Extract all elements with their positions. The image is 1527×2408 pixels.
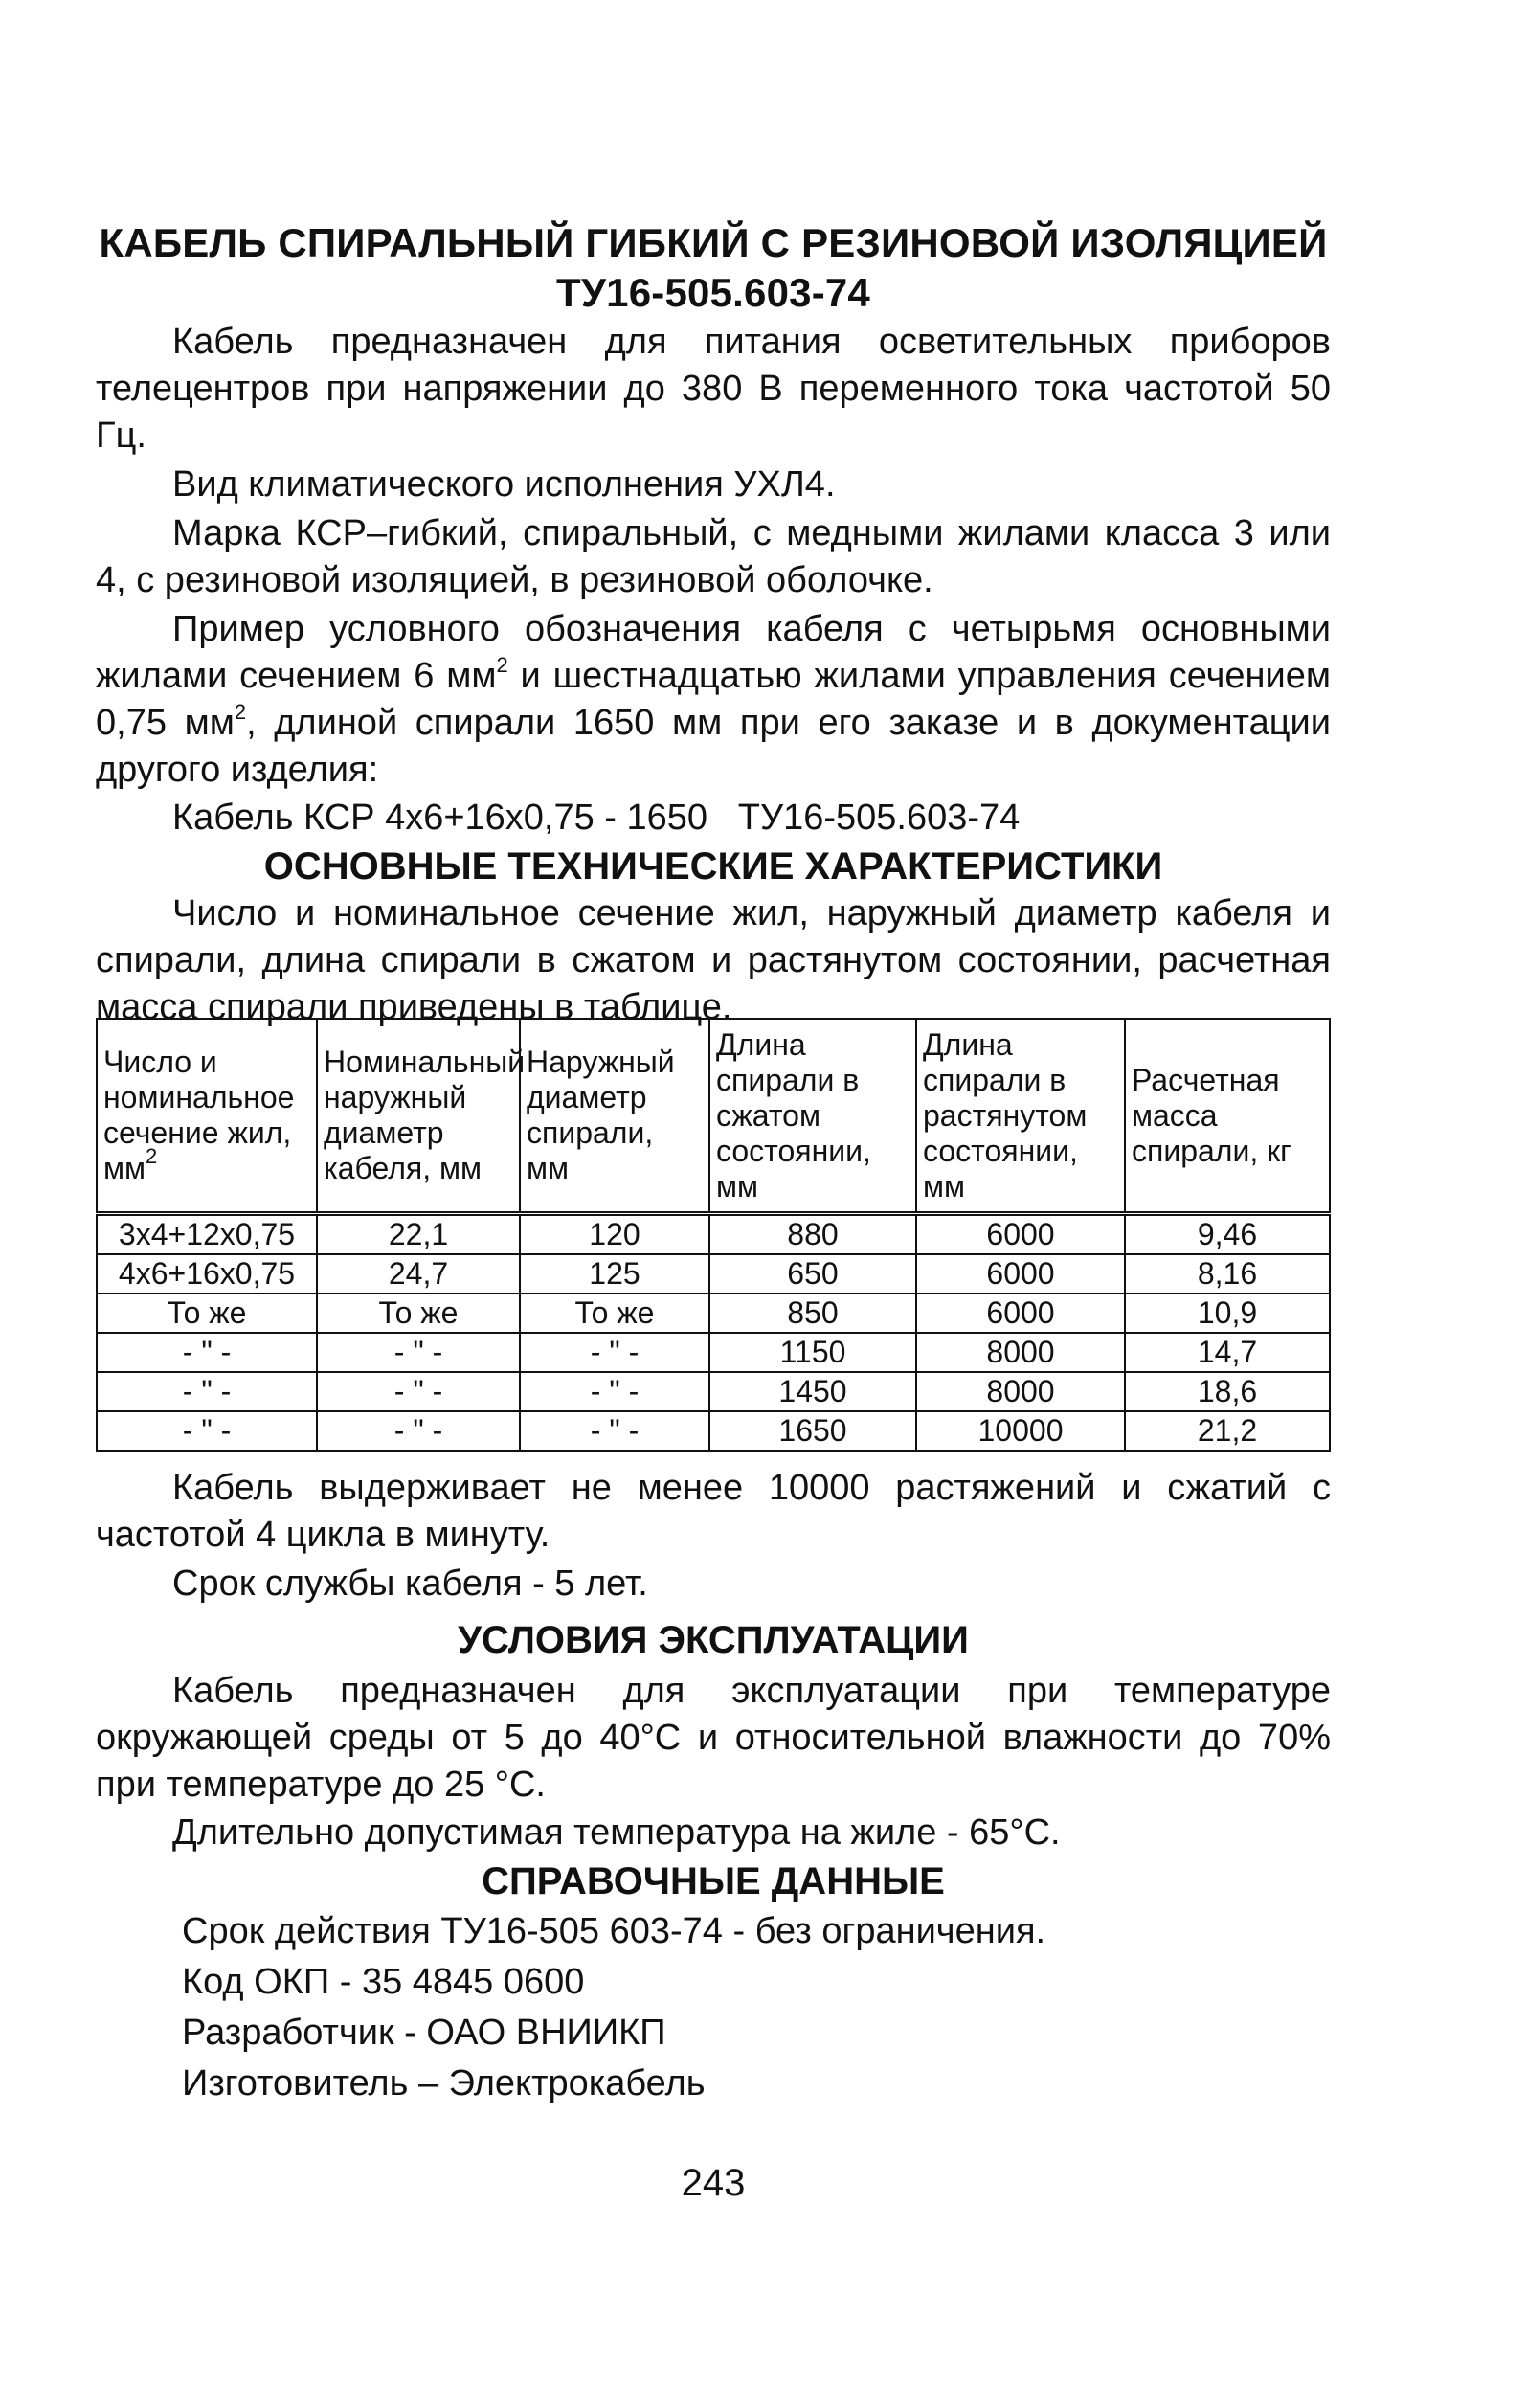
table-cell: - " - — [97, 1333, 317, 1372]
table-cell: То же — [317, 1294, 520, 1333]
table-cell: То же — [520, 1294, 709, 1333]
table-cell: 14,7 — [1125, 1333, 1330, 1372]
intro-paragraph-brand: Марка КСР–гибкий, спиральный, с медными жилами класса 3 или 4, с резиновой изоляцией, в резиновой оболочке. — [96, 513, 1331, 600]
reference-line-okp-code: Код ОКП - 35 4845 0600 — [182, 1962, 585, 2002]
table-header-cell: Расчетная масса спирали, кг — [1125, 1019, 1330, 1214]
example-designation: Кабель КСР 4х6+16х0,75 - 1650 ТУ16-505.603-74 — [172, 798, 1021, 838]
tech-paragraph: Число и номинальное сечение жил, наружный диаметр кабеля и спирали, длина спирали в сжатом и растянутом состоянии, расчетная масса спирали приведены в таблице. — [96, 893, 1331, 1027]
superscript-2: 2 — [496, 653, 508, 677]
document-subtitle-tu: ТУ16-505.603-74 — [555, 270, 870, 315]
table-row — [97, 1333, 1330, 1372]
usage-paragraph-temperature: Длительно допустимая температура на жиле - 65°С. — [172, 1812, 1061, 1853]
document-title: КАБЕЛЬ СПИРАЛЬНЫЙ ГИБКИЙ С РЕЗИНОВОЙ ИЗОЛЯЦИЕЙ — [99, 220, 1328, 265]
table-header-cell: Длина спирали в растянутом состоянии, мм — [916, 1019, 1125, 1214]
reference-line-manufacturer: Изготовитель – Электрокабель — [182, 2063, 706, 2104]
section-heading-reference: СПРАВОЧНЫЕ ДАННЫЕ — [482, 1860, 945, 1902]
reference-line-developer: Разработчик - ОАО ВНИИКП — [182, 2013, 666, 2053]
table-cell: 21,2 — [1125, 1411, 1330, 1451]
table-row — [97, 1411, 1330, 1451]
table-header-cell: Наружный диаметр спирали, мм — [520, 1019, 709, 1214]
table-cell: 10000 — [916, 1411, 1125, 1451]
page-number: 243 — [681, 2162, 746, 2204]
table-row — [97, 1294, 1330, 1333]
table-cell: 1150 — [709, 1333, 916, 1372]
table-cell: 850 — [709, 1294, 916, 1333]
service-life-paragraph: Срок службы кабеля - 5 лет. — [172, 1564, 648, 1604]
example-text-part2: и шестнадцатью жилами управления сечением 0,75 мм — [96, 656, 1331, 743]
reference-line-validity: Срок действия ТУ16-505 603-74 - без ограничения. — [182, 1911, 1046, 1951]
table-cell: 6000 — [916, 1254, 1125, 1294]
table-cell: 24,7 — [317, 1254, 520, 1294]
table-cell: - " - — [520, 1372, 709, 1411]
table-cell: 650 — [709, 1254, 916, 1294]
table-header-cell: Число и номинальное сечение жил, $мм^2$ — [97, 1019, 317, 1214]
table-cell: 3х4+12х0,75 — [97, 1214, 317, 1255]
table-cell: 8000 — [916, 1372, 1125, 1411]
table-cell: 6000 — [916, 1214, 1125, 1255]
table-cell: 120 — [520, 1214, 709, 1255]
table-cell: - " - — [520, 1411, 709, 1451]
table-cell: 4х6+16х0,75 — [97, 1254, 317, 1294]
example-text-part1: Пример условного обозначения кабеля с четырьмя основными жилами сечением 6 мм — [96, 609, 1331, 696]
table-cell: 22,1 — [317, 1214, 520, 1255]
table-row — [97, 1214, 1330, 1255]
table-row — [97, 1372, 1330, 1411]
example-text-part3: , длиной спирали 1650 мм при его заказе и в документации другого изделия: — [96, 703, 1331, 790]
table-cell: 8,16 — [1125, 1254, 1330, 1294]
table-cell: То же — [97, 1294, 317, 1333]
table-cell: 880 — [709, 1214, 916, 1255]
intro-paragraph-climate: Вид климатического исполнения УХЛ4. — [172, 464, 836, 505]
endurance-paragraph: Кабель выдерживает не менее 10000 растяжений и сжатий с частотой 4 цикла в минуту. — [96, 1468, 1331, 1555]
table-cell: 1650 — [709, 1411, 916, 1451]
table-cell: - " - — [317, 1372, 520, 1411]
table-header-cell: Длина спирали в сжатом состоянии, мм — [709, 1019, 916, 1214]
table-cell: - " - — [317, 1333, 520, 1372]
spec-table — [96, 1018, 1331, 1452]
superscript-2: 2 — [234, 700, 247, 724]
table-cell: 10,9 — [1125, 1294, 1330, 1333]
intro-paragraph-purpose: Кабель предназначен для питания осветительных приборов телецентров при напряжении до 380 В переменного тока частотой 50 Гц. — [96, 322, 1331, 456]
table-cell: 1450 — [709, 1372, 916, 1411]
section-heading-usage: УСЛОВИЯ ЭКСПЛУАТАЦИИ — [458, 1619, 969, 1661]
table-cell: 18,6 — [1125, 1372, 1330, 1411]
table-row — [97, 1254, 1330, 1294]
usage-paragraph-conditions: Кабель предназначен для эксплуатации при температуре окружающей среды от 5 до 40°С и относительной влажности до 70% при температуре до 25 °С. — [96, 1671, 1331, 1805]
table-cell: 9,46 — [1125, 1214, 1330, 1255]
table-header-cell: Номинальный наружный диаметр кабеля, мм — [317, 1019, 520, 1214]
table-cell: - " - — [520, 1333, 709, 1372]
table-cell: - " - — [97, 1411, 317, 1451]
intro-paragraph-example — [96, 606, 1331, 794]
table-cell: 125 — [520, 1254, 709, 1294]
table-cell: - " - — [97, 1372, 317, 1411]
table-cell: - " - — [317, 1411, 520, 1451]
table-header-row — [97, 1019, 1330, 1214]
table-cell: 6000 — [916, 1294, 1125, 1333]
table-cell: 8000 — [916, 1333, 1125, 1372]
section-heading-tech: ОСНОВНЫЕ ТЕХНИЧЕСКИЕ ХАРАКТЕРИСТИКИ — [263, 845, 1163, 888]
